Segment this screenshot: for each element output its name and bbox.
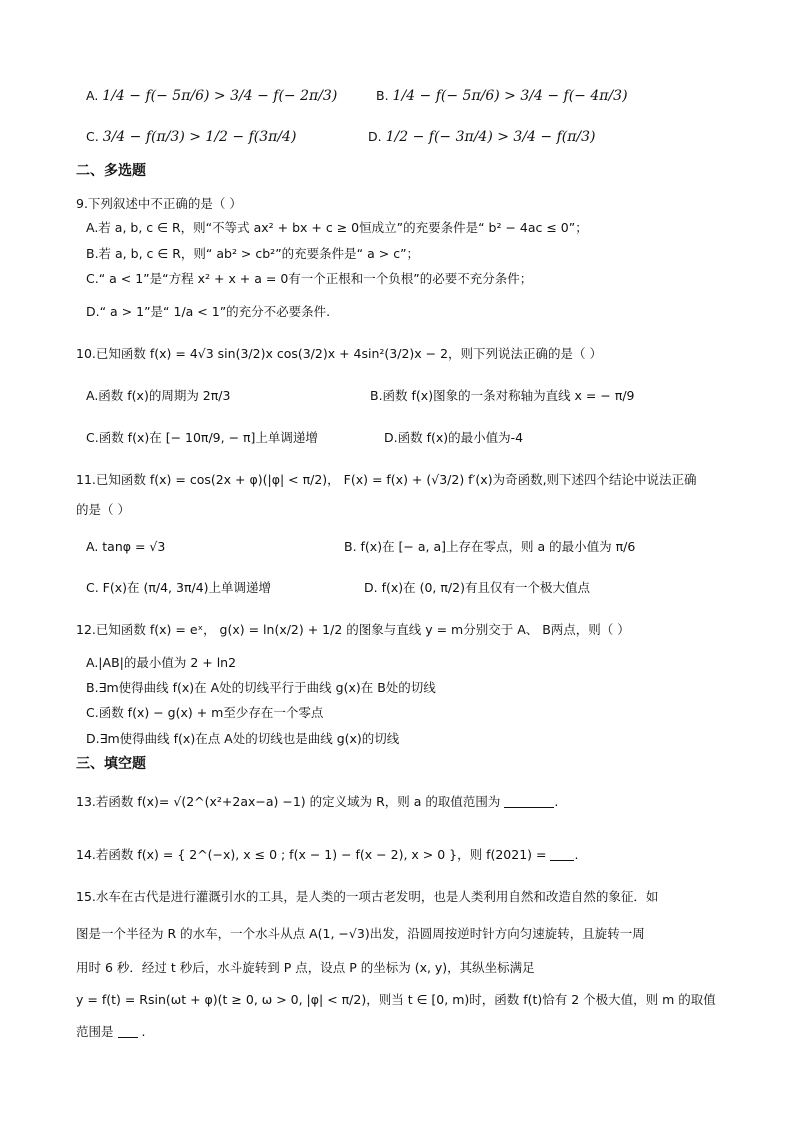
q15-line2: 图是一个半径为 R 的水车，一个水斗从点 A(1, −√3)出发，沿圆周按逆时针方向匀速旋转，且旋转一周 xyxy=(76,926,645,941)
q10-option-d: D.函数 f(x)的最小值为-4 xyxy=(384,430,524,445)
q10-stem: 10.已知函数 f(x) = 4√3 sin(3/2)x cos(3/2)x + 4sin²(3/2)x − 2，则下列说法正确的是（ ） xyxy=(76,346,603,361)
q11-stem-line2: 的是（ ） xyxy=(76,502,130,517)
q11-option-c: C. F(x)在 (π/4, 3π/4)上单调递增 xyxy=(86,580,272,595)
q8-option-a: A. 1/4 − f(− 5π/6) > 3/4 − f(− 2π/3) xyxy=(86,88,338,104)
q9-stem: 9.下列叙述中不正确的是（ ） xyxy=(76,196,242,211)
q15-end: . xyxy=(141,1024,146,1039)
q8-option-c: C. 3/4 − f(π/3) > 1/2 − f(3π/4) xyxy=(86,129,297,145)
section-heading-multiple-choice: 二、多选题 xyxy=(76,163,146,179)
section-heading-fill-in: 三、填空题 xyxy=(76,756,146,772)
q8-option-d: D. 1/2 − f(− 3π/4) > 3/4 − f(π/3) xyxy=(368,129,596,145)
q15-line4: y = f(t) = Rsin(ωt + φ)(t ≥ 0, ω > 0, |φ| < π/2)，则当 t ∈ [0, m)时，函数 f(t)恰有 2 个极大值，则 m 的取值 xyxy=(76,992,716,1007)
q14-answer-blank[interactable] xyxy=(550,846,574,861)
q15-answer-blank[interactable] xyxy=(118,1023,138,1038)
q15-line1: 15.水车在古代是进行灌溉引水的工具，是人类的一项古老发明，也是人类利用自然和改造自然的象征．如 xyxy=(76,889,659,904)
q12-option-c: C.函数 f(x) − g(x) + m至少存在一个零点 xyxy=(86,705,324,720)
q13 xyxy=(76,792,558,812)
q12-option-d: D.∃m使得曲线 f(x)在点 A处的切线也是曲线 g(x)的切线 xyxy=(86,731,400,746)
q10-option-a: A.函数 f(x)的周期为 2π/3 xyxy=(86,388,231,403)
q15-stem-end: 范围是 xyxy=(76,1024,114,1039)
q8-option-b: B. 1/4 − f(− 5π/6) > 3/4 − f(− 4π/3) xyxy=(376,88,628,104)
q14-stem: 14.若函数 f(x) = { 2^(−x), x ≤ 0 ; f(x − 1) − f(x − 2), x > 0 }，则 f(2021) = xyxy=(76,847,547,862)
q15-line5 xyxy=(76,1022,145,1042)
q9-option-a: A.若 a, b, c ∈ R，则“不等式 ax² + bx + c ≥ 0恒成立”的充要条件是“ b² − 4ac ≤ 0”； xyxy=(86,220,588,235)
q9-option-b: B.若 a, b, c ∈ R，则“ ab² > cb²”的充要条件是“ a > c”； xyxy=(86,246,420,261)
q11-option-b: B. f(x)在 [− a, a]上存在零点，则 a 的最小值为 π/6 xyxy=(344,539,636,554)
q9-option-d: D.“ a > 1”是“ 1/a < 1”的充分不必要条件. xyxy=(86,304,331,319)
q10-option-b: B.函数 f(x)图象的一条对称轴为直线 x = − π/9 xyxy=(370,388,635,403)
q12-option-a: A.|AB|的最小值为 2 + ln2 xyxy=(86,655,237,670)
q13-stem: 13.若函数 f(x)= √(2^(x²+2ax−a) −1) 的定义域为 R，则 a 的取值范围为 xyxy=(76,794,501,809)
q13-end: . xyxy=(554,794,559,809)
q13-answer-blank[interactable] xyxy=(504,793,554,808)
q14 xyxy=(76,845,578,865)
q15-line3: 用时 6 秒．经过 t 秒后，水斗旋转到 P 点，设点 P 的坐标为 (x, y)，其纵坐标满足 xyxy=(76,960,535,975)
q11-option-a: A. tanφ = √3 xyxy=(86,539,166,554)
q14-end: . xyxy=(574,847,579,862)
q9-option-c: C.“ a < 1”是“方程 x² + x + a = 0有一个正根和一个负根”的必要不充分条件； xyxy=(86,271,533,286)
q10-option-c: C.函数 f(x)在 [− 10π/9, − π]上单调递增 xyxy=(86,430,318,445)
q11-option-d: D. f(x)在 (0, π/2)有且仅有一个极大值点 xyxy=(364,580,590,595)
q12-stem: 12.已知函数 f(x) = eˣ， g(x) = ln(x/2) + 1/2 的图象与直线 y = m分别交于 A、 B两点，则（ ） xyxy=(76,622,630,637)
q12-option-b: B.∃m使得曲线 f(x)在 A处的切线平行于曲线 g(x)在 B处的切线 xyxy=(86,680,436,695)
q11-stem-line1: 11.已知函数 f(x) = cos(2x + φ)(|φ| < π/2)， F(x) = f(x) + (√3/2) f′(x)为奇函数,则下述四个结论中说法正确 xyxy=(76,472,697,487)
